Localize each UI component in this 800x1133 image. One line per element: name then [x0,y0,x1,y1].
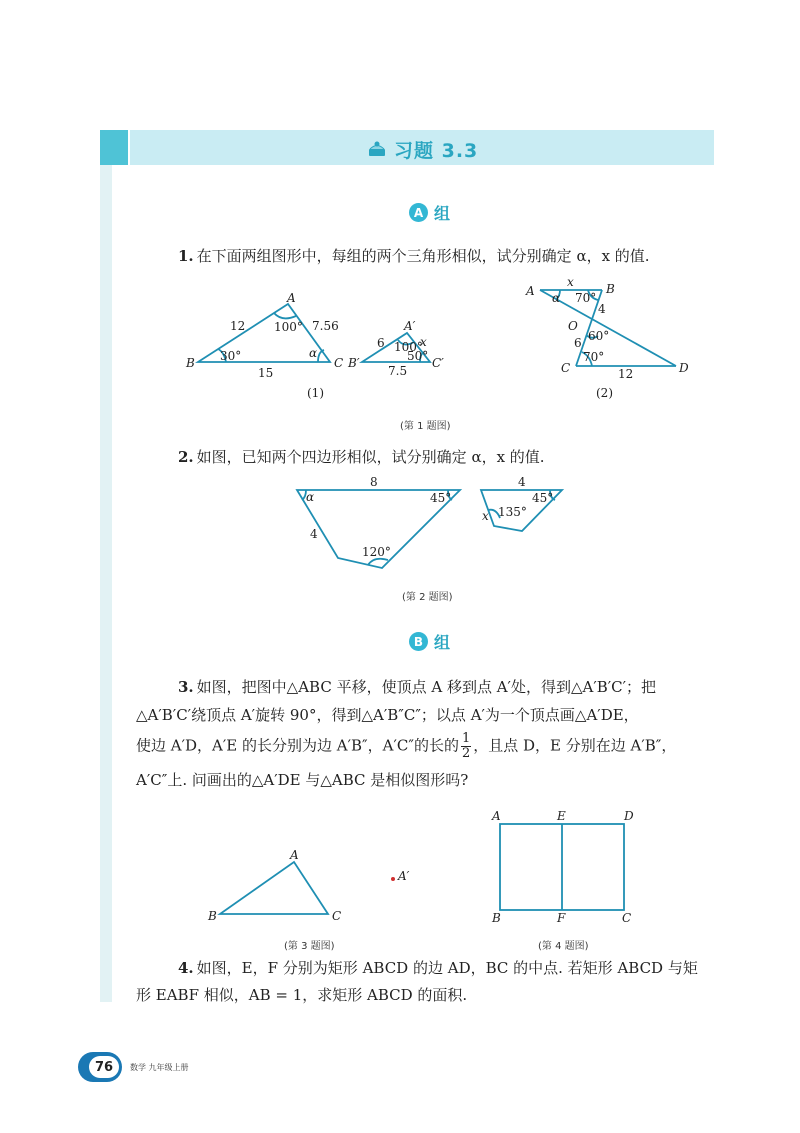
group-b-heading [409,630,450,653]
problem-4-line-2: 形 EABF 相似，AB = 1，求矩形 ABCD 的面积. [136,986,468,1004]
figure-2 [297,475,562,568]
fig-q-small-angle-l: 135° [498,505,527,519]
caption-figure-1: (第 1 题图) [400,421,451,432]
fig1-angle-Cp: 50° [407,349,429,363]
fig-q-big-angle-tr: 45° [430,491,452,505]
problem-3-text-1: 如图，把图中△ABC 平移，使顶点 A 移到点 A′处，得到△A′B′C′；把 [196,678,657,696]
fraction-denominator: 2 [461,746,471,761]
problem-3-line-3 [136,732,676,761]
fig4-label-F: F [557,911,566,925]
fig1-angle-C: α [309,346,318,360]
problem-1-text: 在下面两组图形中，每组的两个三角形相似，试分别确定 α，x 的值. [196,247,650,265]
point-a-prime [391,877,395,881]
fig2-label-D: D [679,361,689,375]
problem-4-text-1: 如图，E，F 分别为矩形 ABCD 的边 AD，BC 的中点. 若矩形 ABCD 与矩 [196,959,698,977]
fig1-label-Cp: C′ [432,356,444,370]
fig1-label-B: B [186,356,195,370]
problem-3-text-3a: 使边 A′D，A′E 的长分别为边 A′B″，A′C″的长的 [136,736,459,755]
fig4-label-C: C [622,911,632,925]
fig-q-big-left: 4 [310,527,318,541]
caption-figure-4: (第 4 题图) [538,941,589,952]
angle-a-arc [274,313,296,318]
fig-q-big-angle-tl: α [306,490,315,504]
group-a-label: 组 [434,204,451,223]
fig2-label-B: B [606,282,615,296]
fig1-sub-label-2: (2) [596,386,613,400]
figure-1-part-1 [185,291,444,400]
fig-q-small-top: 4 [518,475,526,489]
fig2-angle-O: 60° [588,329,610,343]
fig2-angle-C: 70° [583,350,605,364]
fig1-angle-A: 100° [274,320,303,334]
problem-3-line-2: △A′B′C′绕顶点 A′旋转 90°，得到△A′B″C″；以点 A′为一个顶点画△A′DE， [136,706,639,724]
exercise-title-text: 习题 3.3 [394,139,479,162]
fig1-side-ApBp: 6 [377,336,385,350]
fig2-side-AB: x [567,275,574,289]
footer-book-title: 数学 九年级上册 [130,1063,189,1072]
problem-4-line-1 [178,958,698,978]
fig3-label-A: A [290,848,299,862]
fraction-one-half [461,732,471,761]
fig-q-big-angle-bottom: 120° [362,545,391,559]
problem-3-number: 3. [178,678,194,696]
fig1-angle-B: 30° [220,349,242,363]
fig-q-big-top: 8 [370,475,378,489]
group-b-badge: B [409,632,428,651]
page-number: 76 [89,1056,119,1078]
caption-figure-3: (第 3 题图) [284,941,335,952]
fig1-side-AC: 7.56 [312,319,339,333]
fig4-label-B: B [492,911,501,925]
fig1-side-BC: 15 [258,366,274,380]
problem-4-number: 4. [178,959,194,977]
fig3-label-Ap: A′ [398,869,410,883]
fig4-label-E: E [557,809,566,823]
fig-q-small-angle-tr: 45° [532,491,554,505]
figure-3 [207,848,410,923]
group-b-label: 组 [434,633,451,652]
fig2-side-CD: 12 [618,367,634,381]
fig1-label-A: A [287,291,296,305]
fig1-label-Ap: A′ [404,319,416,333]
caption-figure-2: (第 2 题图) [402,592,453,603]
group-a-badge: A [409,203,428,222]
triangle-abc-fig3 [220,862,328,914]
problem-1-number: 1. [178,247,194,265]
fig2-label-C: C [561,361,571,375]
problem-3-line-1 [178,677,656,697]
fig2-side-OB: 4 [598,302,606,316]
segment-AD [540,290,676,366]
problem-3-text-3b: ，且点 D，E 分别在边 A′B″， [473,736,677,755]
fig1-angle-Ap: 100° [394,340,423,354]
figure-1-part-2 [525,275,689,400]
page-number-badge [78,1052,122,1082]
problem-2-number: 2. [178,448,194,466]
problem-3-line-4: A′C″上. 问画出的△A′DE 与△ABC 是相似图形吗? [136,771,469,789]
figure-4 [491,809,634,925]
fig3-label-C: C [332,909,342,923]
fraction-numerator: 1 [461,731,471,746]
fig2-label-O: O [568,319,578,333]
fig2-side-OC: 6 [574,336,582,350]
fig2-angle-B: 70° [575,291,597,305]
fig2-angle-A: α [552,291,561,305]
problem-2-text: 如图，已知两个四边形相似，试分别确定 α，x 的值. [196,448,545,466]
fig1-side-ApCp: x [420,335,427,349]
fig4-label-D: D [624,809,634,823]
fig1-side-AB: 12 [230,319,246,333]
fig2-label-A: A [526,284,535,298]
fig1-side-BpCp: 7.5 [388,364,408,378]
fig1-sub-label-1: (1) [307,386,324,400]
fig4-label-A: A [492,809,501,823]
problem-2 [178,447,545,467]
fig-q-small-x: x [482,509,489,523]
fig1-label-Bp: B′ [348,356,360,370]
fig3-label-B: B [208,909,217,923]
fig1-label-C: C [334,356,344,370]
